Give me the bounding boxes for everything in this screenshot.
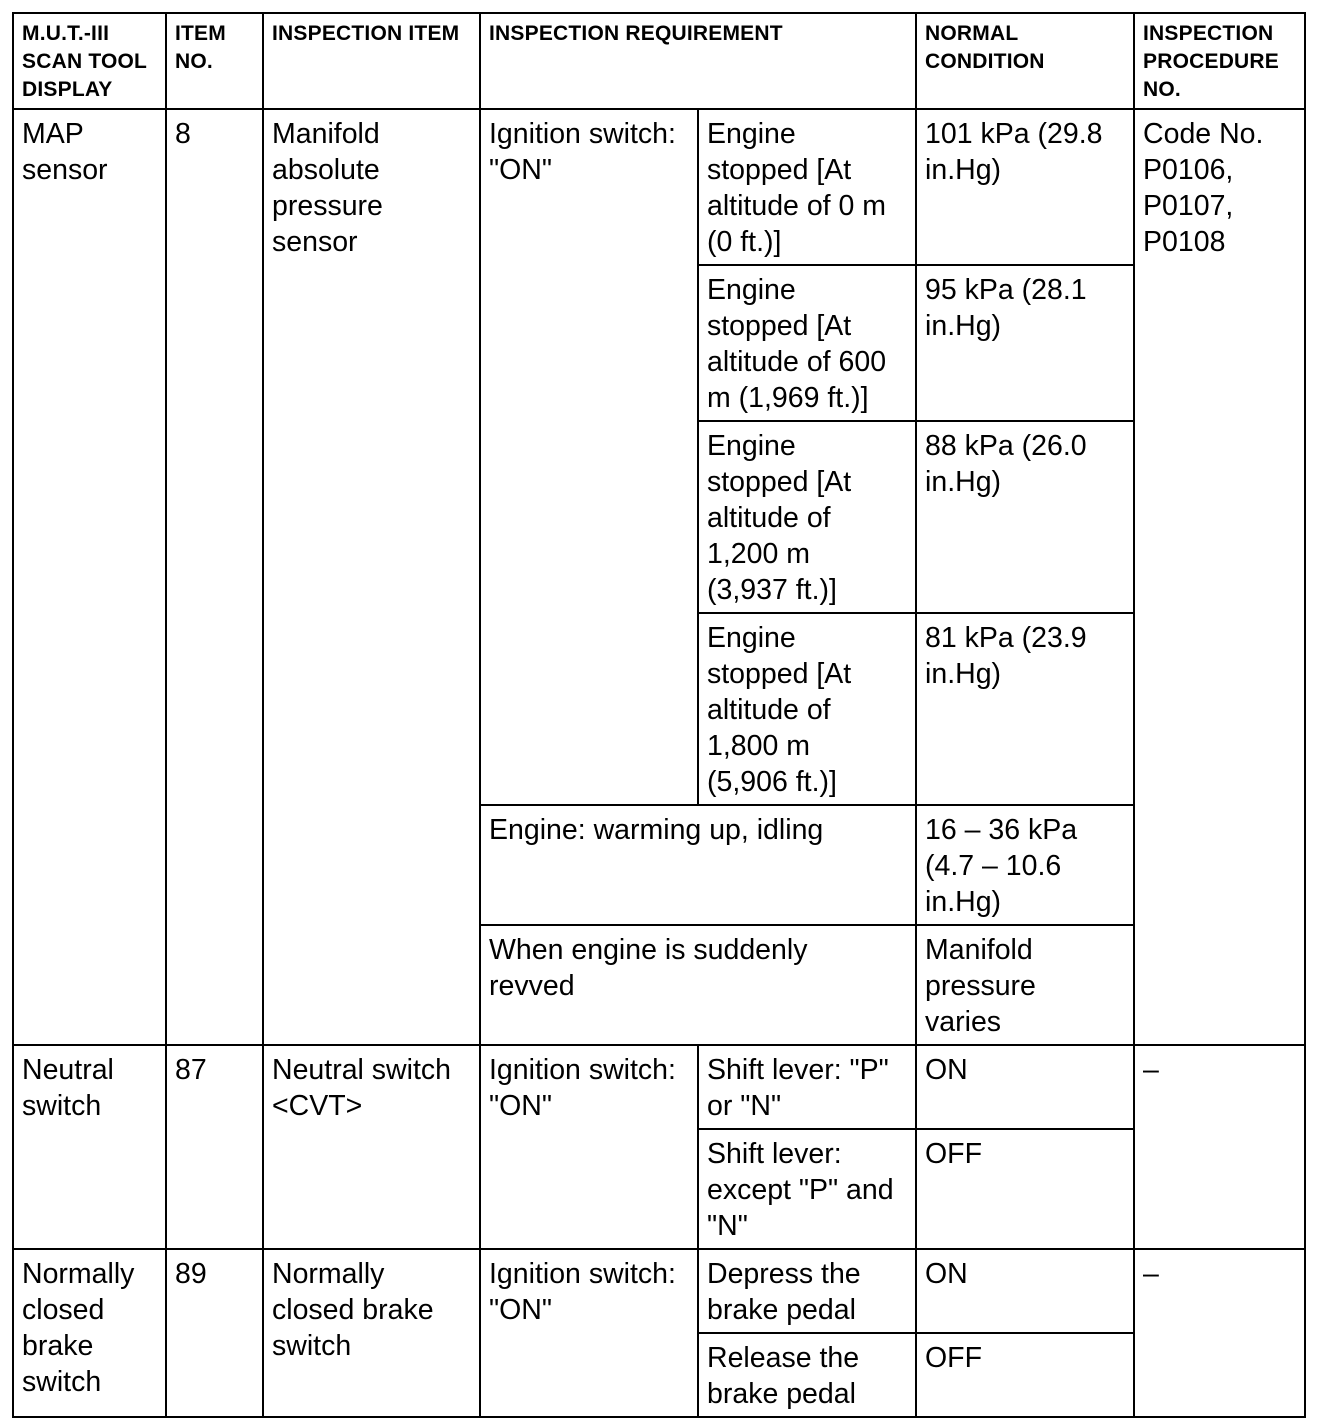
table-row	[13, 109, 1305, 265]
map-sensor-condition: Engine stopped [At altitude of 1,200 m (3,937 ft.)]	[698, 421, 916, 613]
brake-switch-normal: OFF	[916, 1333, 1134, 1417]
header-scan-tool-display: M.U.T.-III SCAN TOOL DISPLAY	[13, 13, 166, 109]
map-sensor-item-no: 8	[166, 109, 263, 1045]
map-sensor-procedure-no: Code No. P0106, P0107, P0108	[1134, 109, 1305, 1045]
map-sensor-inspection-item: Manifold absolute pressure sensor	[263, 109, 480, 1045]
map-sensor-condition: Engine stopped [At altitude of 600 m (1,969 ft.)]	[698, 265, 916, 421]
table-row	[13, 1045, 1305, 1129]
brake-switch-normal: ON	[916, 1249, 1134, 1333]
neutral-switch-ignition-requirement: Ignition switch: "ON"	[480, 1045, 698, 1249]
map-sensor-idle-normal: 16 – 36 kPa (4.7 – 10.6 in.Hg)	[916, 805, 1134, 925]
header-procedure-no: INSPECTION PROCEDURE NO.	[1134, 13, 1305, 109]
header-inspection-item: INSPECTION ITEM	[263, 13, 480, 109]
map-sensor-normal: 81 kPa (23.9 in.Hg)	[916, 613, 1134, 805]
neutral-switch-inspection-item: Neutral switch <CVT>	[263, 1045, 480, 1249]
neutral-switch-condition: Shift lever: "P" or "N"	[698, 1045, 916, 1129]
brake-switch-item-no: 89	[166, 1249, 263, 1417]
neutral-switch-item-no: 87	[166, 1045, 263, 1249]
brake-switch-ignition-requirement: Ignition switch: "ON"	[480, 1249, 698, 1417]
brake-switch-inspection-item: Normally closed brake switch	[263, 1249, 480, 1417]
map-sensor-idle-requirement: Engine: warming up, idling	[480, 805, 916, 925]
map-sensor-display: MAP sensor	[13, 109, 166, 1045]
brake-switch-display: Normally closed brake switch	[13, 1249, 166, 1417]
neutral-switch-procedure-no: –	[1134, 1045, 1305, 1249]
table-row	[13, 1249, 1305, 1333]
neutral-switch-normal: OFF	[916, 1129, 1134, 1249]
header-item-no: ITEM NO.	[166, 13, 263, 109]
neutral-switch-display: Neutral switch	[13, 1045, 166, 1249]
map-sensor-normal: 95 kPa (28.1 in.Hg)	[916, 265, 1134, 421]
neutral-switch-normal: ON	[916, 1045, 1134, 1129]
map-sensor-ignition-requirement: Ignition switch: "ON"	[480, 109, 698, 805]
map-sensor-condition: Engine stopped [At altitude of 0 m (0 ft.)]	[698, 109, 916, 265]
header-inspection-requirement: INSPECTION REQUIREMENT	[480, 13, 916, 109]
brake-switch-condition: Depress the brake pedal	[698, 1249, 916, 1333]
brake-switch-condition: Release the brake pedal	[698, 1333, 916, 1417]
header-row	[13, 13, 1305, 109]
map-sensor-revved-normal: Manifold pressure varies	[916, 925, 1134, 1045]
map-sensor-revved-requirement: When engine is suddenly revved	[480, 925, 916, 1045]
map-sensor-normal: 101 kPa (29.8 in.Hg)	[916, 109, 1134, 265]
neutral-switch-condition: Shift lever: except "P" and "N"	[698, 1129, 916, 1249]
map-sensor-condition: Engine stopped [At altitude of 1,800 m (5,906 ft.)]	[698, 613, 916, 805]
inspection-spec-table	[12, 12, 1306, 1418]
brake-switch-procedure-no: –	[1134, 1249, 1305, 1417]
header-normal-condition: NORMAL CONDITION	[916, 13, 1134, 109]
map-sensor-normal: 88 kPa (26.0 in.Hg)	[916, 421, 1134, 613]
